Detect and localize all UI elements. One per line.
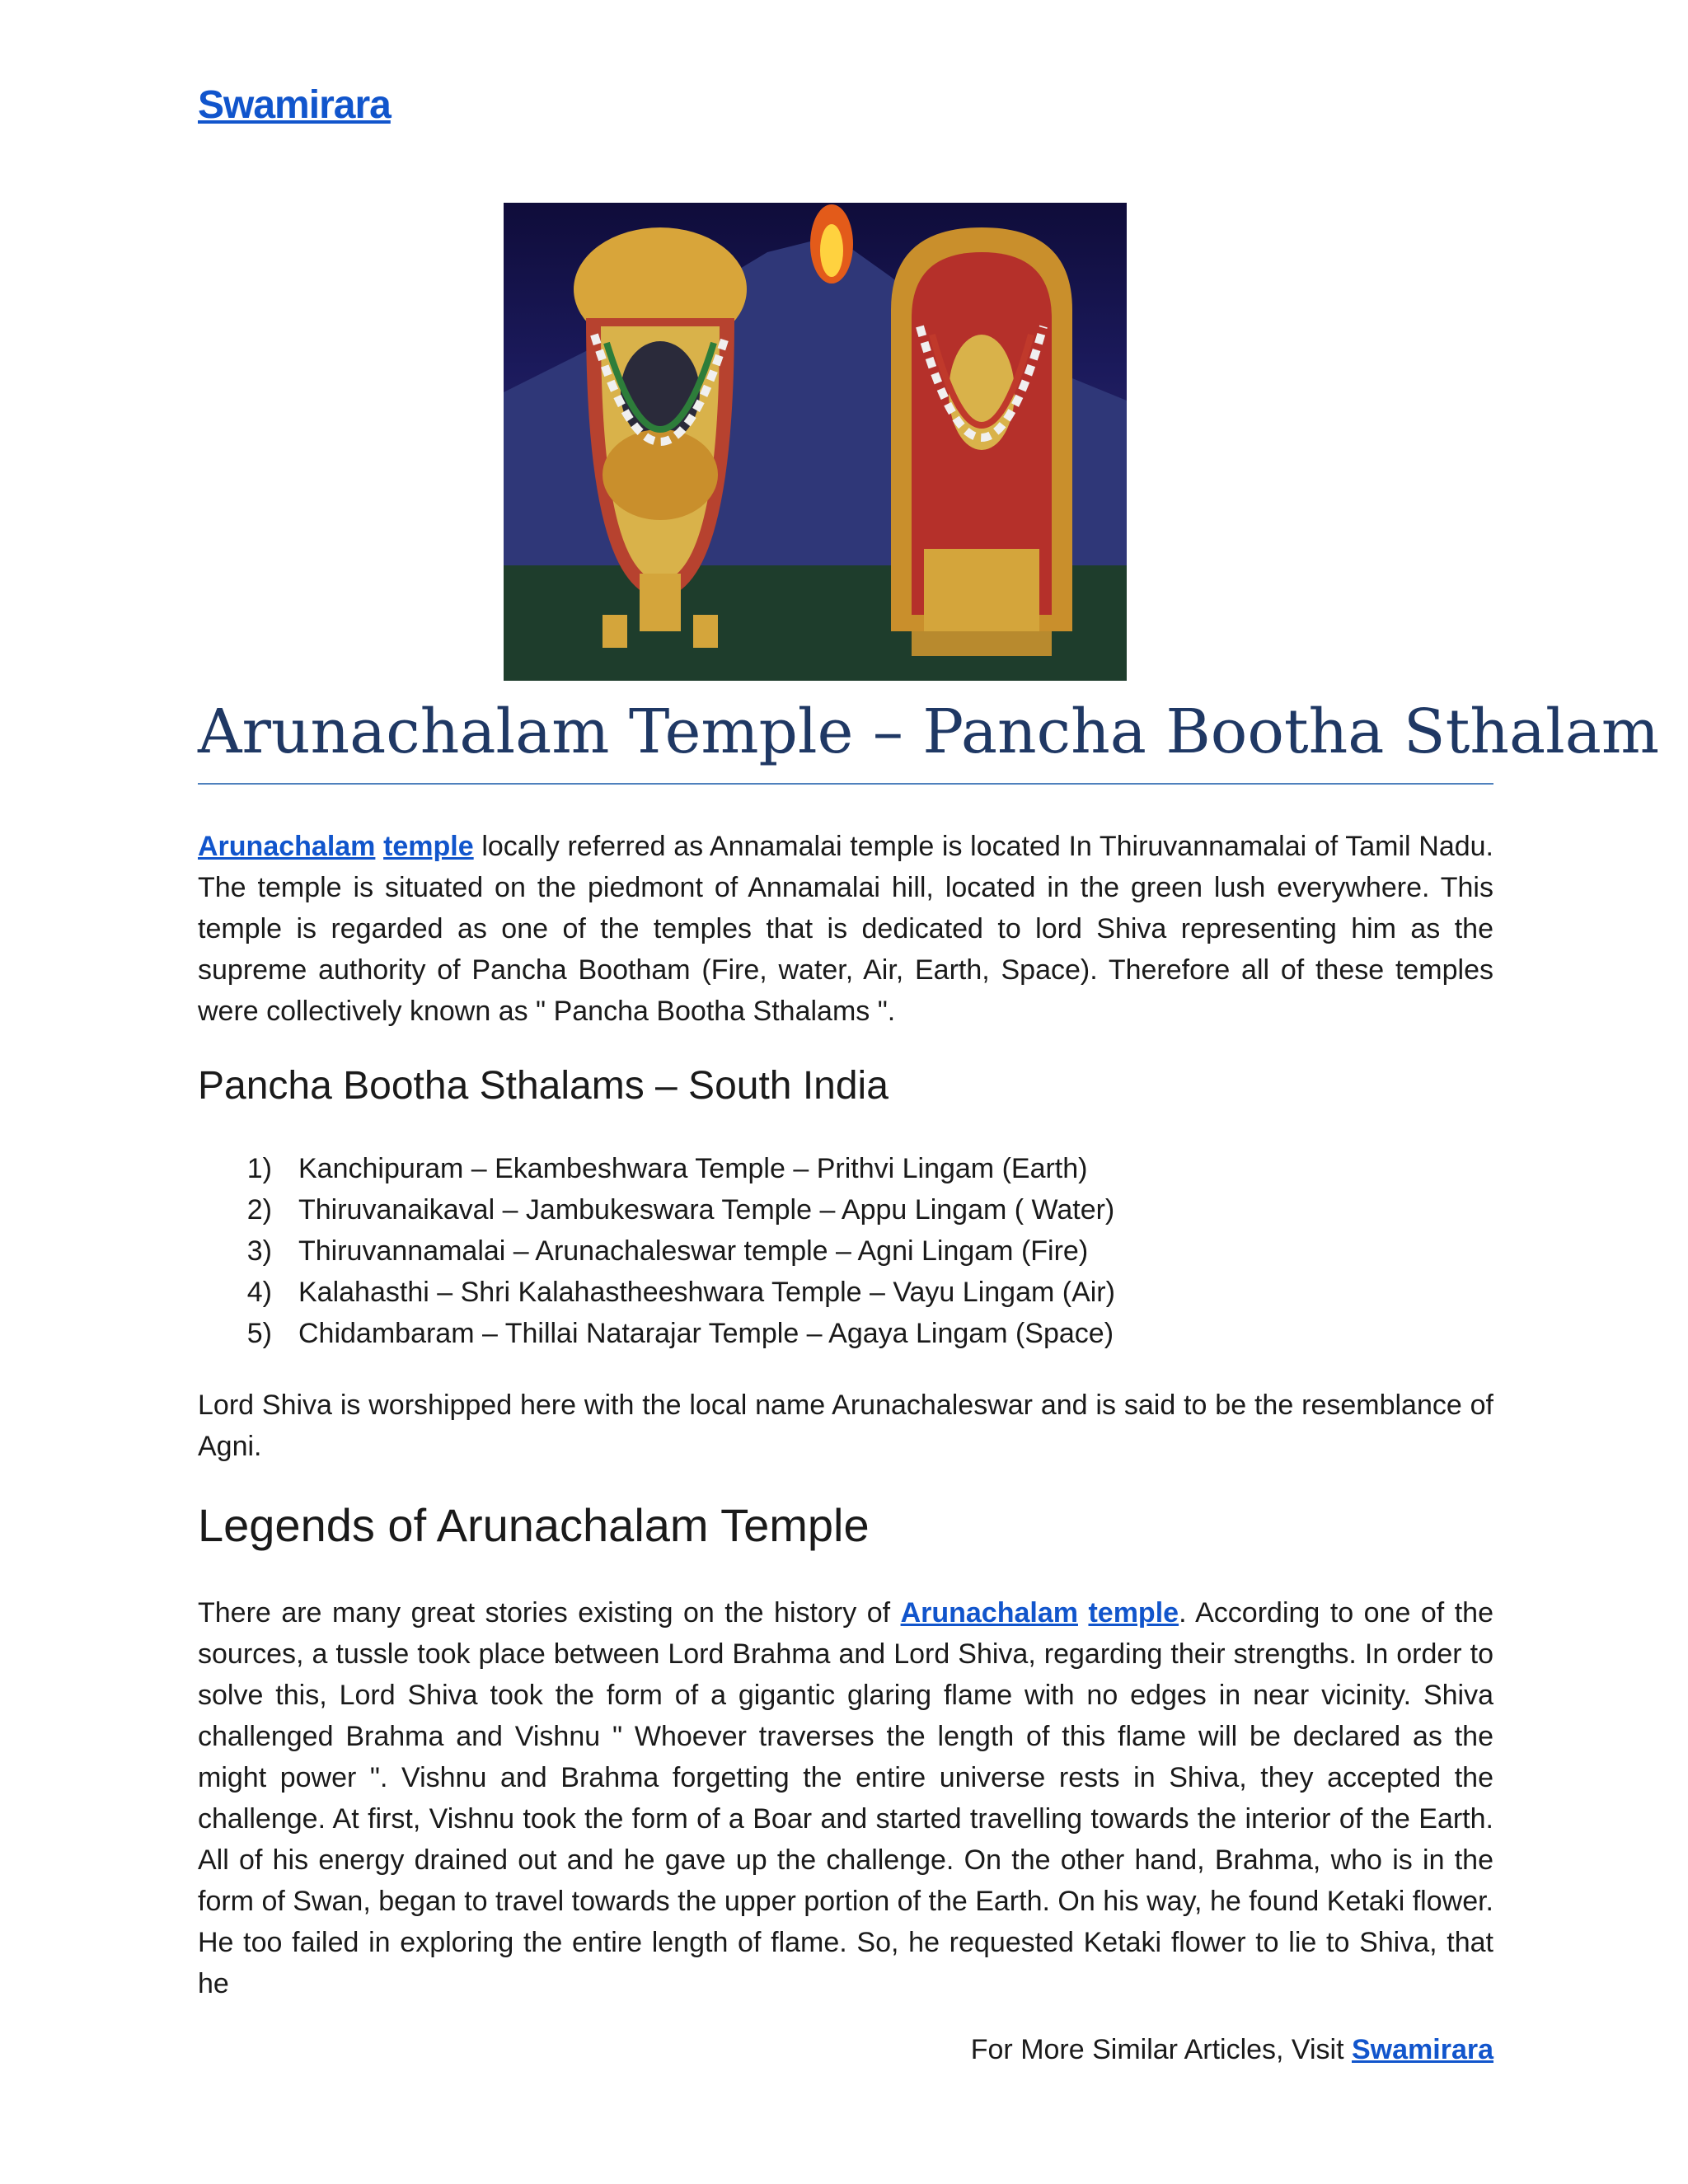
flame-inner bbox=[820, 224, 843, 277]
footer-text: For More Similar Articles, Visit bbox=[970, 2034, 1352, 2065]
intro-arunachalam-link[interactable]: Arunachalam bbox=[198, 831, 376, 862]
list-item: 3) Thiruvannamalai – Arunachaleswar temple – Agni Lingam (Fire) bbox=[246, 1235, 1089, 1267]
title-divider bbox=[198, 783, 1493, 785]
deity-illustration bbox=[504, 203, 1127, 681]
intro-temple-link[interactable]: temple bbox=[383, 831, 474, 862]
agni-paragraph: Lord Shiva is worshipped here with the local name Arunachaleswar and is said to be the resemblance of Agni. bbox=[198, 1390, 1493, 1462]
legends-temple-link[interactable]: temple bbox=[1088, 1597, 1179, 1629]
intro-text: locally referred as Annamalai temple is located In Thiruvannamalai of Tamil Nadu. The temple is situated on the piedmont of Annamalai hill, located in the green lush everywhere. This temple is regarded as one of the temples that is dedicated to lord Shiva representing him as the supreme authority of Pancha Bootham (Fire, water, Air, Earth, Space). Therefore all of these temples were collectively known as " Pancha Bootha Sthalams ". bbox=[198, 831, 1493, 1027]
list-item: 1) Kanchipuram – Ekambeshwara Temple – Prithvi Lingam (Earth) bbox=[246, 1153, 1088, 1184]
footer-swamirara-link[interactable]: Swamirara bbox=[1352, 2034, 1493, 2065]
legends-text-post: . According to one of the sources, a tussle took place between Lord Brahma and Lord Shiva, regarding their strengths. In order to solve this, Lord Shiva took the form of a gigantic glaring flame with no edges in near vicinity. Shiva challenged Brahma and Vishnu " Whoever traverses the length of this flame will be declared as the might power ". Vishnu and Brahma forgetting the entire universe rests in Shiva, they accepted the challenge. At first, Vishnu took the form of a Boar and started travelling towards the interior of the Earth. All of his energy drained out and he gave up the challenge. On the other hand, Brahma, who is in the form of Swan, began to travel towards the upper portion of the Earth. On his way, he found Ketaki flower. He too failed in exploring the entire length of flame. So, he requested Ketaki flower to lie to Shiva, that he bbox=[198, 1597, 1494, 1999]
intro-paragraph bbox=[198, 826, 1493, 1032]
hero-image bbox=[504, 203, 1127, 681]
legends-paragraph bbox=[198, 1592, 1493, 2004]
section-heading-pancha-bootha: Pancha Bootha Sthalams – South India bbox=[198, 1064, 889, 1108]
list-item: 4) Kalahasthi – Shri Kalahastheeshwara Temple – Vayu Lingam (Air) bbox=[246, 1277, 1115, 1308]
footer bbox=[971, 2034, 1493, 2066]
section-heading-legends: Legends of Arunachalam Temple bbox=[198, 1499, 870, 1551]
header-swamirara-link[interactable]: Swamirara bbox=[198, 83, 391, 127]
list-item: 2) Thiruvanaikaval – Jambukeswara Temple – Appu Lingam ( Water) bbox=[246, 1194, 1115, 1226]
right-deity bbox=[891, 227, 1072, 656]
pancha-bootha-list bbox=[198, 1148, 1493, 1354]
list-item: 5) Chidambaram – Thillai Natarajar Temple – Agaya Lingam (Space) bbox=[246, 1318, 1114, 1349]
page-title: Arunachalam Temple – Pancha Bootha Sthalam bbox=[198, 696, 1660, 767]
legends-arunachalam-link[interactable]: Arunachalam bbox=[900, 1597, 1078, 1629]
legends-text-pre: There are many great stories existing on the history of bbox=[198, 1597, 901, 1629]
